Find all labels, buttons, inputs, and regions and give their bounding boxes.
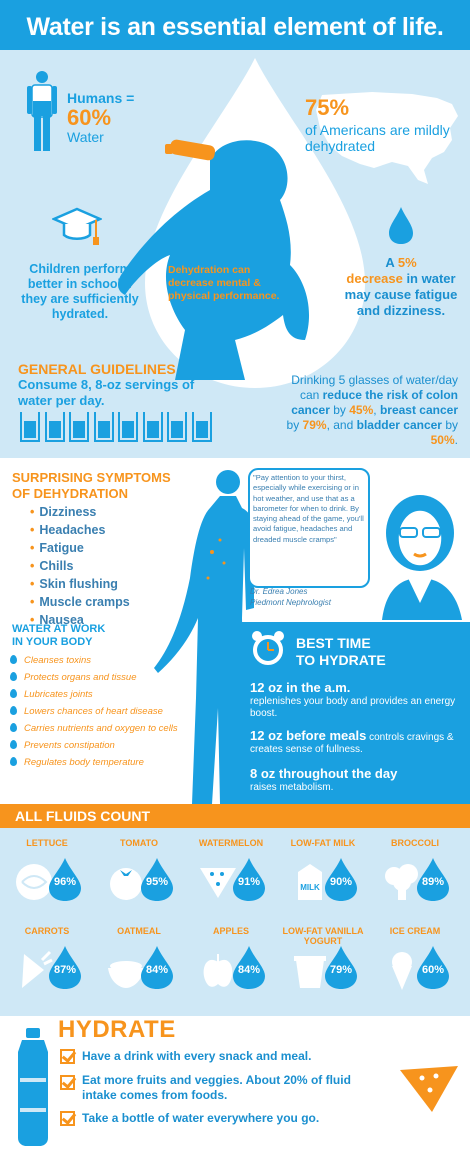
drop-bullet-icon [10,723,17,732]
water-fill [24,421,36,438]
tip-heading: 12 oz before meals [250,728,367,743]
list-item [30,559,130,577]
woman-drinking-silhouette [115,130,335,380]
drop-bullet-icon [10,757,17,766]
bullet: • [30,577,35,591]
children-text: Children perform better in school if they are sufficiently hydrated. [21,262,139,321]
list-item-label: Protects organs and tissue [24,672,137,683]
bullet: • [30,613,35,627]
list-item [10,723,178,740]
best-time-title [296,635,386,669]
water-glass-icon [94,412,114,442]
best-time-tip-1 [250,680,462,720]
water-percentage: 87% [53,964,77,976]
water-glass-icon [69,412,89,442]
list-item [30,577,130,595]
list-item [10,740,178,757]
graduation-cap-icon [52,207,102,252]
list-item [10,689,178,706]
guidelines-title: GENERAL GUIDELINES [18,361,176,377]
decrease-percentage: 5% [397,255,417,270]
author-name: Dr. Edrea Jones [250,587,308,596]
water-percentage: 95% [145,876,169,888]
best-time-title-line: BEST TIME [296,635,371,651]
water-percentage: 79% [329,964,353,976]
percentage-drop-icon [323,946,359,990]
percentage-drop-icon [415,946,451,990]
list-item-label: Fatigue [39,541,84,555]
food-label: CARROTS [24,926,70,936]
water-glass-icon [192,412,212,442]
list-item [30,541,130,559]
bladder-cancer-percentage: 50% [430,433,455,447]
water-percentage: 60% [421,964,445,976]
symptoms-title [12,470,171,502]
tip-body: raises metabolism. [250,782,334,793]
list-item-label: Prevents constipation [24,740,115,751]
list-item [30,523,130,541]
water-fill [196,421,208,438]
americans-percentage: 75% [305,95,350,120]
list-item-label: Lowers chances of heart disease [24,706,163,717]
list-item-label: Carries nutrients and oxygen to cells [24,723,178,734]
drop-bullet-icon [10,655,17,664]
checkbox-icon [60,1075,75,1090]
bullet: • [30,559,35,573]
decrease-a: A [385,255,395,270]
tip-heading: 8 oz throughout the day [250,766,398,781]
work-title-line: WATER AT WORK [12,623,106,635]
cancer-text-part: by [329,403,350,417]
water-fill [122,421,134,438]
list-item [10,706,178,723]
food-label: WATERMELON [198,838,264,848]
bullet: • [30,523,35,537]
decrease-word: decrease [346,271,403,286]
symptoms-list [30,505,130,631]
cancer-text-part: , and [326,418,357,432]
list-item [30,595,130,613]
list-item [10,757,178,774]
bullet: • [30,505,35,519]
food-label: BROCCOLI [391,838,439,848]
percentage-drop-icon [231,946,267,990]
hydrate-section [0,1016,470,1150]
facts-section [0,0,470,458]
water-glass-icon [143,412,163,442]
water-percentage: 84% [237,964,261,976]
water-fill [49,421,61,438]
list-item [10,672,178,689]
list-item-label: Regulates body temperature [24,757,144,768]
list-item [10,655,178,672]
humans-suffix: Water [67,129,104,145]
list-item [30,505,130,523]
humans-percentage: 60% [67,105,112,130]
decrease-rest: in water may cause fatigue and dizziness. [344,271,458,318]
quote-author [250,586,331,608]
alarm-clock-icon [250,628,286,668]
water-at-work-list [10,655,178,774]
water-percentage: 90% [329,876,353,888]
cancer-text-part: . [454,433,458,447]
percentage-drop-icon [139,946,175,990]
cancer-text-part: , [373,403,380,417]
symptoms-title-line: SURPRISING SYMPTOMS [12,470,171,485]
food-label: OATMEAL [117,926,161,936]
water-percentage: 84% [145,964,169,976]
human-figure-icon [27,70,57,152]
best-time-title-line: TO HYDRATE [296,652,386,668]
cancer-text-part: by [286,418,303,432]
hydrate-title: HYDRATE [58,1016,176,1043]
percentage-drop-icon [47,946,83,990]
drop-bullet-icon [10,740,17,749]
milk-word: MILK [300,883,320,892]
list-item-label: Nausea [39,613,84,627]
americans-text: of Americans are mildly dehydrated [305,122,450,154]
best-time-tip-3 [250,766,462,794]
tip-body: replenishes your body and provides an energy boost. [250,696,456,719]
water-fill [73,421,85,438]
body-section [0,458,470,804]
water-percentage: 91% [237,876,261,888]
cancer-text-part: Drinking 5 glasses of water/day can [291,373,458,402]
water-glass-icon [45,412,65,442]
water-fill [98,421,110,438]
hydrate-tip-3: Take a bottle of water everywhere you go. [82,1111,320,1125]
list-item-label: Lubricates joints [24,689,93,700]
percentage-drop-icon [231,858,267,902]
list-item-label: Cleanses toxins [24,655,92,666]
tip-body: controls cravings & creates sense of fullness. [250,732,454,755]
drop-bullet-icon [10,706,17,715]
decrease-text [340,255,462,319]
water-percentage: 96% [53,876,77,888]
percentage-drop-icon [415,858,451,902]
food-label: LETTUCE [26,838,68,848]
list-item-label: Muscle cramps [39,595,130,609]
hydrate-tip-1: Have a drink with every snack and meal. [82,1049,312,1063]
page-title: Water is an essential element of life. [0,0,470,50]
dehydration-text: Dehydration can decrease mental & physical performance. [168,264,280,302]
percentage-drop-icon [47,858,83,902]
tip-heading: 12 oz in the a.m. [250,680,351,695]
cancer-text-bladder: bladder cancer [356,418,442,432]
guidelines-text: Consume 8, 8-oz servings of water per day. [18,377,195,408]
work-title-line: IN YOUR BODY [12,636,93,648]
bullet: • [30,541,35,555]
checkbox-icon [60,1111,75,1126]
water-percentage: 89% [421,876,445,888]
watermelon-slice-icon [398,1062,460,1114]
food-label: APPLES [212,926,249,936]
work-title [12,623,105,649]
fluids-title: ALL FLUIDS COUNT [0,804,470,828]
fluids-section [0,804,470,1016]
cancer-text-colon: reduce the risk of colon cancer [291,388,458,417]
drop-bullet-icon [10,672,17,681]
best-time-tip-2 [250,728,462,756]
list-item-label: Dizziness [39,505,97,519]
hydrate-tip-2: Eat more fruits and veggies. About 20% of fluid intake comes from foods. [82,1073,351,1102]
food-label: TOMATO [120,838,158,848]
food-label: LOW-FAT VANILLA YOGURT [282,926,364,946]
list-item-label: Headaches [39,523,106,537]
water-fill [147,421,159,438]
author-role: Piedmont Nephrologist [250,598,331,607]
water-fill [171,421,183,438]
quote-text: "Pay attention to your thirst, especially while exercising or in hot weather, and use that as a barometer for when to drink. By staying ahead of the game, you'll avoid fatigue, headaches and dreaded muscle cramps" [253,473,364,544]
drop-bullet-icon [10,689,17,698]
colon-cancer-percentage: 45% [349,403,374,417]
checkbox-icon [60,1049,75,1064]
water-bottle-icon [12,1028,54,1146]
cancer-text-breast: breast cancer [379,403,458,417]
bullet: • [30,595,35,609]
percentage-drop-icon [139,858,175,902]
food-label: ICE CREAM [389,926,441,936]
breast-cancer-percentage: 79% [302,418,327,432]
percentage-drop-icon [323,858,359,902]
cancer-text-part: by [441,418,458,432]
humans-prefix: Humans = [67,90,135,106]
water-glass-icon [167,412,187,442]
small-water-drop-icon [388,207,414,245]
water-glass-icon [118,412,138,442]
food-label: LOW-FAT MILK [290,838,356,848]
cancer-text [278,373,458,448]
symptoms-title-line: OF DEHYDRATION [12,486,129,501]
doctor-portrait [372,478,470,620]
water-glass-icon [20,412,40,442]
list-item-label: Skin flushing [39,577,118,591]
list-item-label: Chills [39,559,74,573]
